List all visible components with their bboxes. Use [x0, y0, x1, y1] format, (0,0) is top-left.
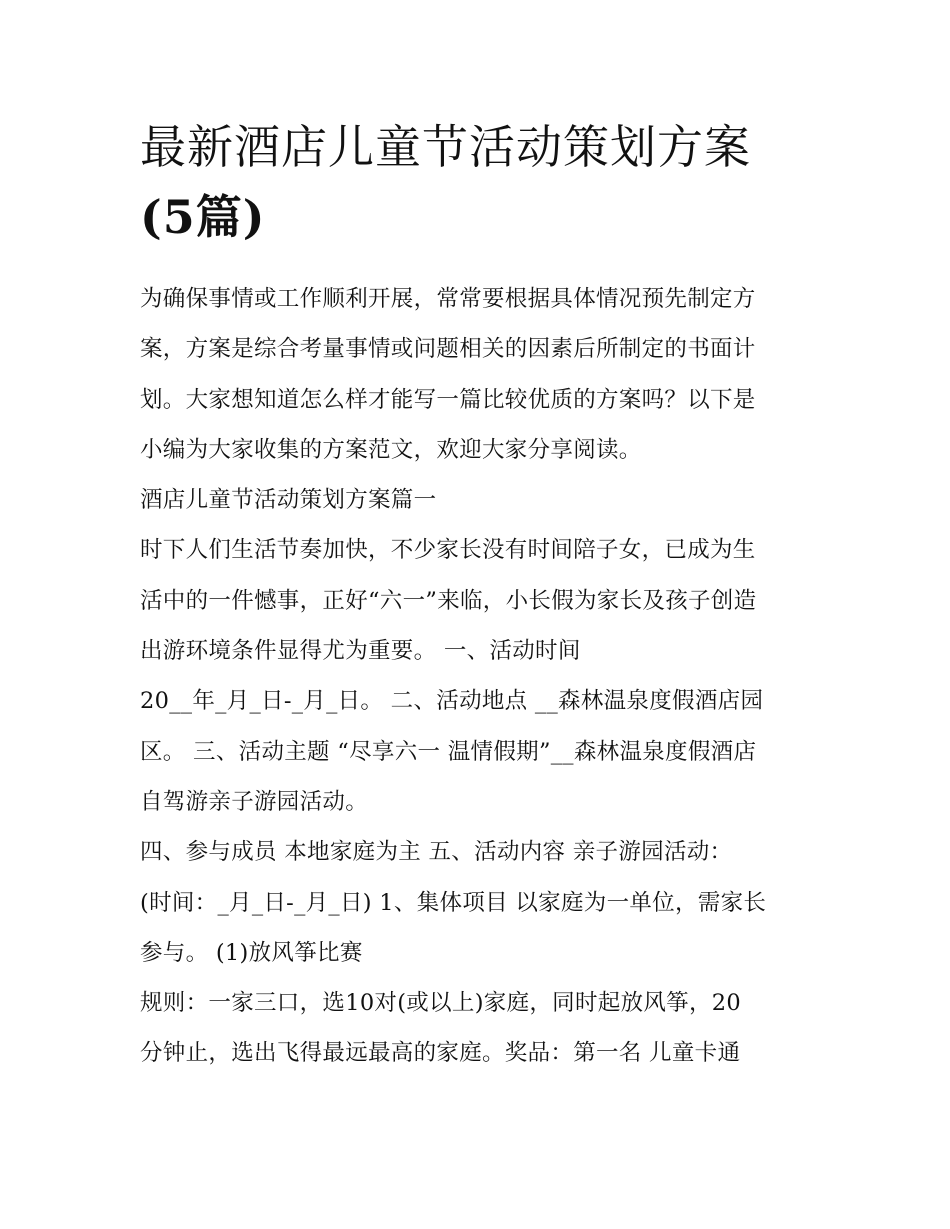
body-line-3: 出游环境条件显得尤为重要。 一、活动时间: [140, 638, 581, 665]
body-line-8: (时间：_月_日-_月_日) 1、集体项目 以家庭为一单位，需家长: [140, 889, 767, 916]
body-line-1: 时下人们生活节奏加快，不少家长没有时间陪子女，已成为生: [140, 537, 756, 564]
section-heading: 酒店儿童节活动策划方案篇一: [140, 487, 437, 514]
document-title: [140, 112, 816, 252]
body-line-7: 四、参与成员 本地家庭为主 五、活动内容 亲子游园活动：: [140, 839, 733, 866]
document-content: [140, 112, 816, 1079]
intro-line-1: 为确保事情或工作顺利开展，常常要根据具体情况预先制定方: [140, 286, 756, 312]
body-line-5: 区。 三、活动主题 “尽享六一 温情假期”__森林温泉度假酒店: [140, 738, 757, 765]
title-line-1: 最新酒店儿童节活动策划方案: [140, 120, 751, 174]
body-line-11: 分钟止，选出飞得最远最高的家庭。奖品：第一名 儿童卡通: [140, 1040, 741, 1067]
body-line-6: 自驾游亲子游园活动。: [140, 788, 369, 815]
intro-line-2: 案，方案是综合考量事情或问题相关的因素后所制定的书面计: [140, 336, 756, 363]
body-line-4: 20__年_月_日-_月_日。 二、活动地点 __森林温泉度假酒店园: [140, 688, 764, 715]
title-spacer: [140, 252, 816, 274]
intro-line-4: 小编为大家收集的方案范文，欢迎大家分享阅读。: [140, 436, 642, 463]
intro-line-3: 划。大家想知道怎么样才能写一篇比较优质的方案吗？以下是: [140, 386, 756, 413]
body-line-9: 参与。 (1)放风筝比赛: [140, 939, 363, 966]
title-line-2: (5篇): [140, 190, 266, 244]
body-line-2: 活中的一件憾事，正好“六一”来临，小长假为家长及孩子创造: [140, 587, 757, 614]
body-line-10: 规则：一家三口，选10对(或以上)家庭，同时起放风筝，20: [140, 990, 742, 1017]
